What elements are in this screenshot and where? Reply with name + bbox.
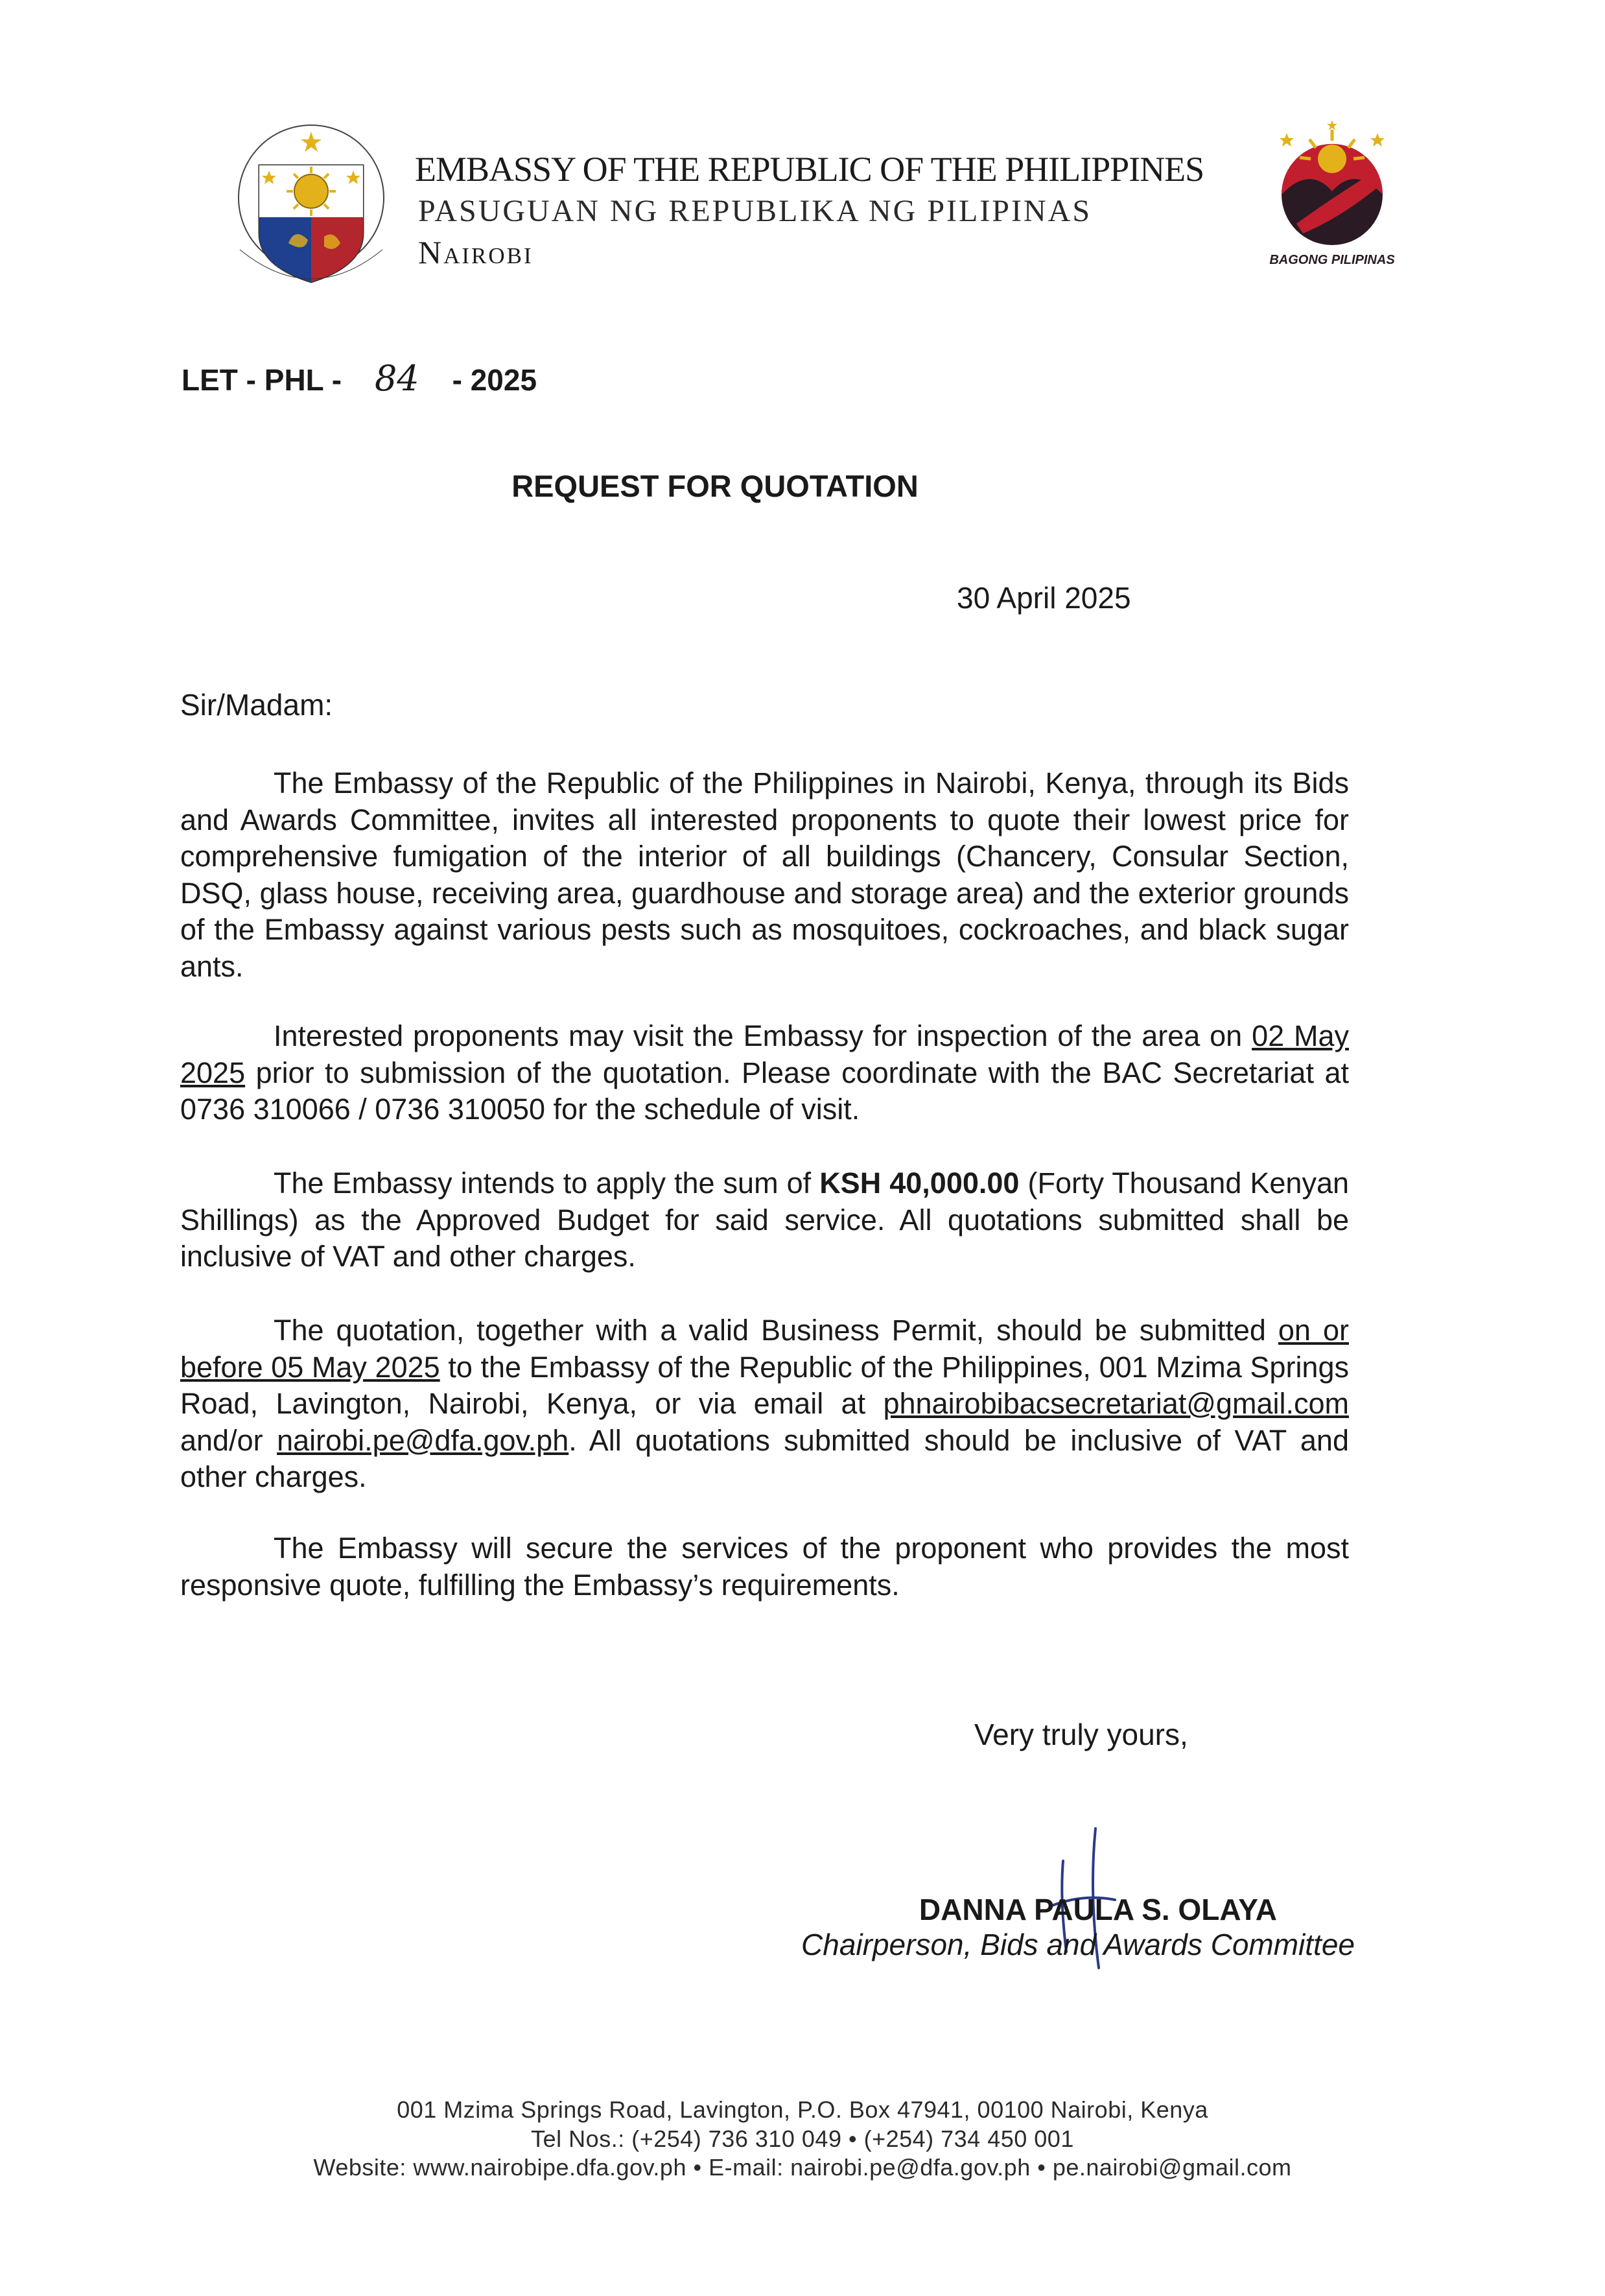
bagong-pilipinas-wordmark: BAGONG PILIPINAS bbox=[1269, 253, 1395, 267]
signatory-name: DANNA PAULA S. OLAYA bbox=[919, 1893, 1277, 1926]
footer-telephone: Tel Nos.: (+254) 736 310 049 • (+254) 734 450 001 bbox=[531, 2125, 1074, 2152]
reference-number bbox=[182, 358, 537, 399]
submission-deadline: on or before 05 May 2025 bbox=[180, 1314, 1349, 1384]
embassy-name-filipino: PASUGUAN NG REPUBLIKA NG PILIPINAS bbox=[418, 194, 1092, 228]
embassy-city: Nairobi bbox=[418, 234, 533, 270]
budget-amount: KSH 40,000.00 bbox=[819, 1166, 1020, 1200]
reference-handwritten-number: 84 bbox=[374, 358, 419, 399]
body-paragraph-submission: The quotation, together with a valid Business Permit, should be submitted on or before 05 May 2025 to the Embassy of the Republic of the Philippines, 001 Mzima Springs Road, Lavington, Nairobi, Kenya, or via email at phnairobibacsecretariat@gmail.com and/or nairobi.pe@dfa.gov.ph. All quotations submitted should be inclusive of VAT and other charges. bbox=[180, 1314, 1349, 1493]
body-paragraph-award: The Embassy will secure the services of the proponent who provides the most responsive quote, fulfilling the Embassy’s requirements. bbox=[180, 1532, 1349, 1602]
body-paragraph-invitation: The Embassy of the Republic of the Philippines in Nairobi, Kenya, through its Bids and Awards Committee, invites all interested proponents to quote their lowest price for comprehensive fumigation of the interior of all buildings (Chancery, Consular Section, DSQ, glass house, receiving area, guardhouse and storage area) and the exterior grounds of the Embassy against various pests such as mosquitoes, cockroaches, and black sugar ants. bbox=[180, 766, 1349, 983]
bac-email-link[interactable]: phnairobibacsecretariat@gmail.com bbox=[883, 1387, 1349, 1420]
philippine-coat-of-arms-seal bbox=[233, 120, 389, 295]
letter-date: 30 April 2025 bbox=[957, 581, 1131, 615]
pe-email-link[interactable]: nairobi.pe@dfa.gov.ph bbox=[277, 1423, 569, 1457]
reference-prefix: LET - PHL - bbox=[182, 363, 342, 397]
footer-website-email: Website: www.nairobipe.dfa.gov.ph • E-mail: nairobi.pe@dfa.gov.ph • pe.nairobi@gmail.com bbox=[313, 2154, 1292, 2181]
bagong-pilipinas-logo bbox=[1251, 120, 1413, 276]
body-paragraph-inspection: Interested proponents may visit the Embassy for inspection of the area on 02 May 2025 prior to submission of the quotation. Please coordinate with the BAC Secretariat at 0736 310066 / 0736 310050 for the schedule of visit. bbox=[180, 1019, 1349, 1126]
salutation: Sir/Madam: bbox=[180, 688, 333, 722]
document-title: REQUEST FOR QUOTATION bbox=[511, 469, 919, 503]
reference-suffix: - 2025 bbox=[452, 363, 537, 397]
inspection-date: 02 May 2025 bbox=[180, 1019, 1349, 1089]
footer-address: 001 Mzima Springs Road, Lavington, P.O. Box 47941, 00100 Nairobi, Kenya bbox=[397, 2096, 1208, 2123]
embassy-name-english: EMBASSY OF THE REPUBLIC OF THE PHILIPPINES bbox=[415, 150, 1204, 189]
signatory-title: Chairperson, Bids and Awards Committee bbox=[801, 1928, 1355, 1961]
body-paragraph-budget: The Embassy intends to apply the sum of KSH 40,000.00 (Forty Thousand Kenyan Shillings) as the Approved Budget for said service. All quotations submitted shall be inclusive of VAT and other charges. bbox=[180, 1166, 1349, 1273]
complimentary-close: Very truly yours, bbox=[974, 1718, 1188, 1751]
